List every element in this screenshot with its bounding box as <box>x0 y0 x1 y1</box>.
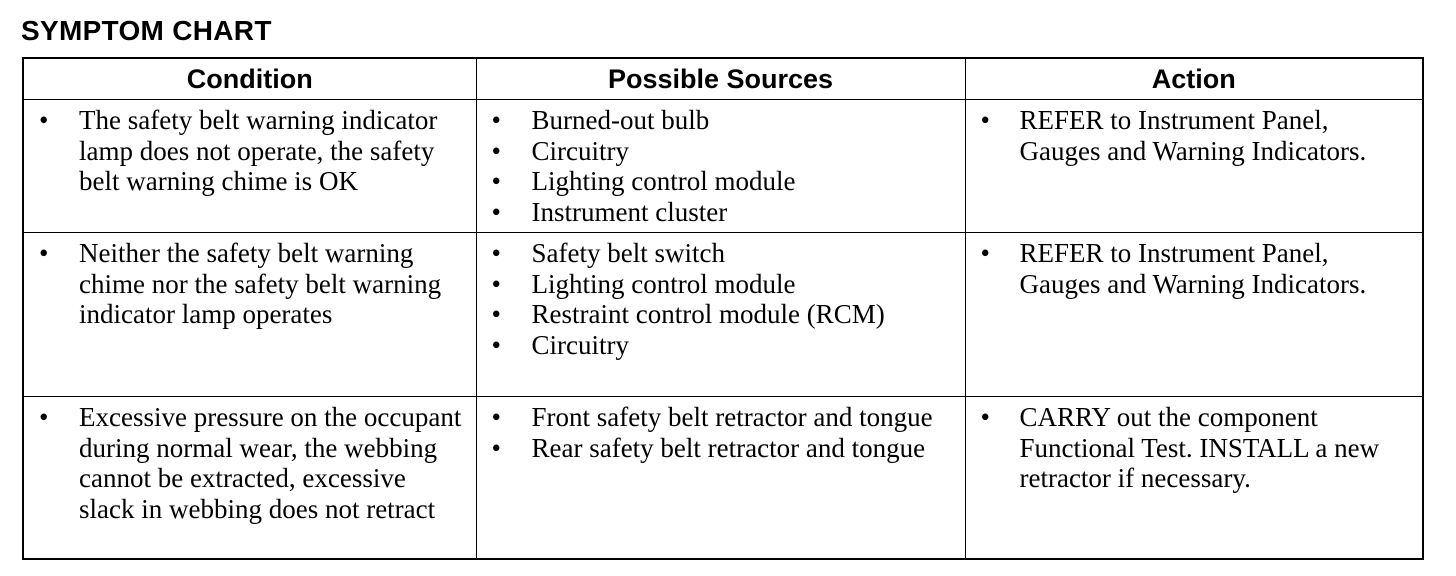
condition-cell <box>23 233 476 397</box>
possible-sources-column-header: Possible Sources <box>476 58 965 100</box>
table-row <box>23 397 1423 560</box>
action-item <box>974 402 1415 494</box>
condition-text: The safety belt warning indicator lamp does not operate, the safety belt warning chime is OK <box>79 105 438 196</box>
bullet-icon: • <box>980 402 990 432</box>
table-row <box>23 100 1423 233</box>
condition-item <box>32 105 468 197</box>
condition-cell <box>23 100 476 233</box>
condition-item <box>32 402 468 524</box>
bullet-icon: • <box>491 402 501 432</box>
action-text: CARRY out the component Functional Test. INSTALL a new retractor if necessary. <box>1019 402 1380 493</box>
source-text: Burned-out bulb <box>531 105 710 135</box>
action-cell <box>965 397 1423 560</box>
action-cell <box>965 100 1423 233</box>
condition-cell <box>23 397 476 560</box>
source-item <box>485 197 957 228</box>
bullet-icon: • <box>980 105 990 135</box>
source-item <box>485 299 957 330</box>
source-item <box>485 136 957 167</box>
condition-column-header: Condition <box>23 58 476 100</box>
sources-cell <box>476 100 965 233</box>
source-text: Restraint control module (RCM) <box>531 299 885 329</box>
source-item <box>485 166 957 197</box>
condition-item <box>32 238 468 330</box>
source-item <box>485 433 957 464</box>
source-item <box>485 238 957 269</box>
bullet-icon: • <box>491 135 501 166</box>
source-text: Circuitry <box>531 135 629 166</box>
source-text: Lighting control module <box>531 268 796 299</box>
bullet-icon: • <box>980 238 990 268</box>
source-item <box>485 105 957 136</box>
source-text: Circuitry <box>531 329 629 360</box>
bullet-icon: • <box>39 402 49 432</box>
bullet-icon: • <box>491 105 501 135</box>
table-row <box>23 233 1423 397</box>
condition-text: Excessive pressure on the occupant during normal wear, the webbing cannot be extracted, excessive slack in webbing does not retract <box>79 402 462 524</box>
action-item <box>974 238 1415 299</box>
bullet-icon: • <box>491 299 501 329</box>
page-title: SYMPTOM CHART <box>21 15 272 46</box>
condition-text: Neither the safety belt warning chime nor the safety belt warning indicator lamp operates <box>79 238 442 329</box>
action-item <box>974 105 1415 166</box>
bullet-icon: • <box>491 432 501 463</box>
action-text: REFER to Instrument Panel, Gauges and Warning Indicators. <box>1019 238 1367 299</box>
bullet-icon: • <box>491 268 501 299</box>
source-text: Rear safety belt retractor and tongue <box>531 432 926 463</box>
source-text: Lighting control module <box>531 166 796 196</box>
source-text: Safety belt switch <box>531 238 725 268</box>
action-text: REFER to Instrument Panel, Gauges and Warning Indicators. <box>1019 105 1367 166</box>
bullet-icon: • <box>491 166 501 196</box>
sources-cell <box>476 233 965 397</box>
source-item <box>485 402 957 433</box>
sources-cell <box>476 397 965 560</box>
bullet-icon: • <box>491 329 501 360</box>
header-row <box>23 58 1423 100</box>
symptom-chart-table <box>22 57 1424 560</box>
source-text: Front safety belt retractor and tongue <box>531 402 933 432</box>
action-cell <box>965 233 1423 397</box>
bullet-icon: • <box>39 238 49 268</box>
source-item <box>485 330 957 361</box>
bullet-icon: • <box>491 196 501 227</box>
source-text: Instrument cluster <box>531 196 728 227</box>
action-column-header: Action <box>965 58 1423 100</box>
bullet-icon: • <box>39 105 49 135</box>
source-item <box>485 269 957 300</box>
bullet-icon: • <box>491 238 501 268</box>
